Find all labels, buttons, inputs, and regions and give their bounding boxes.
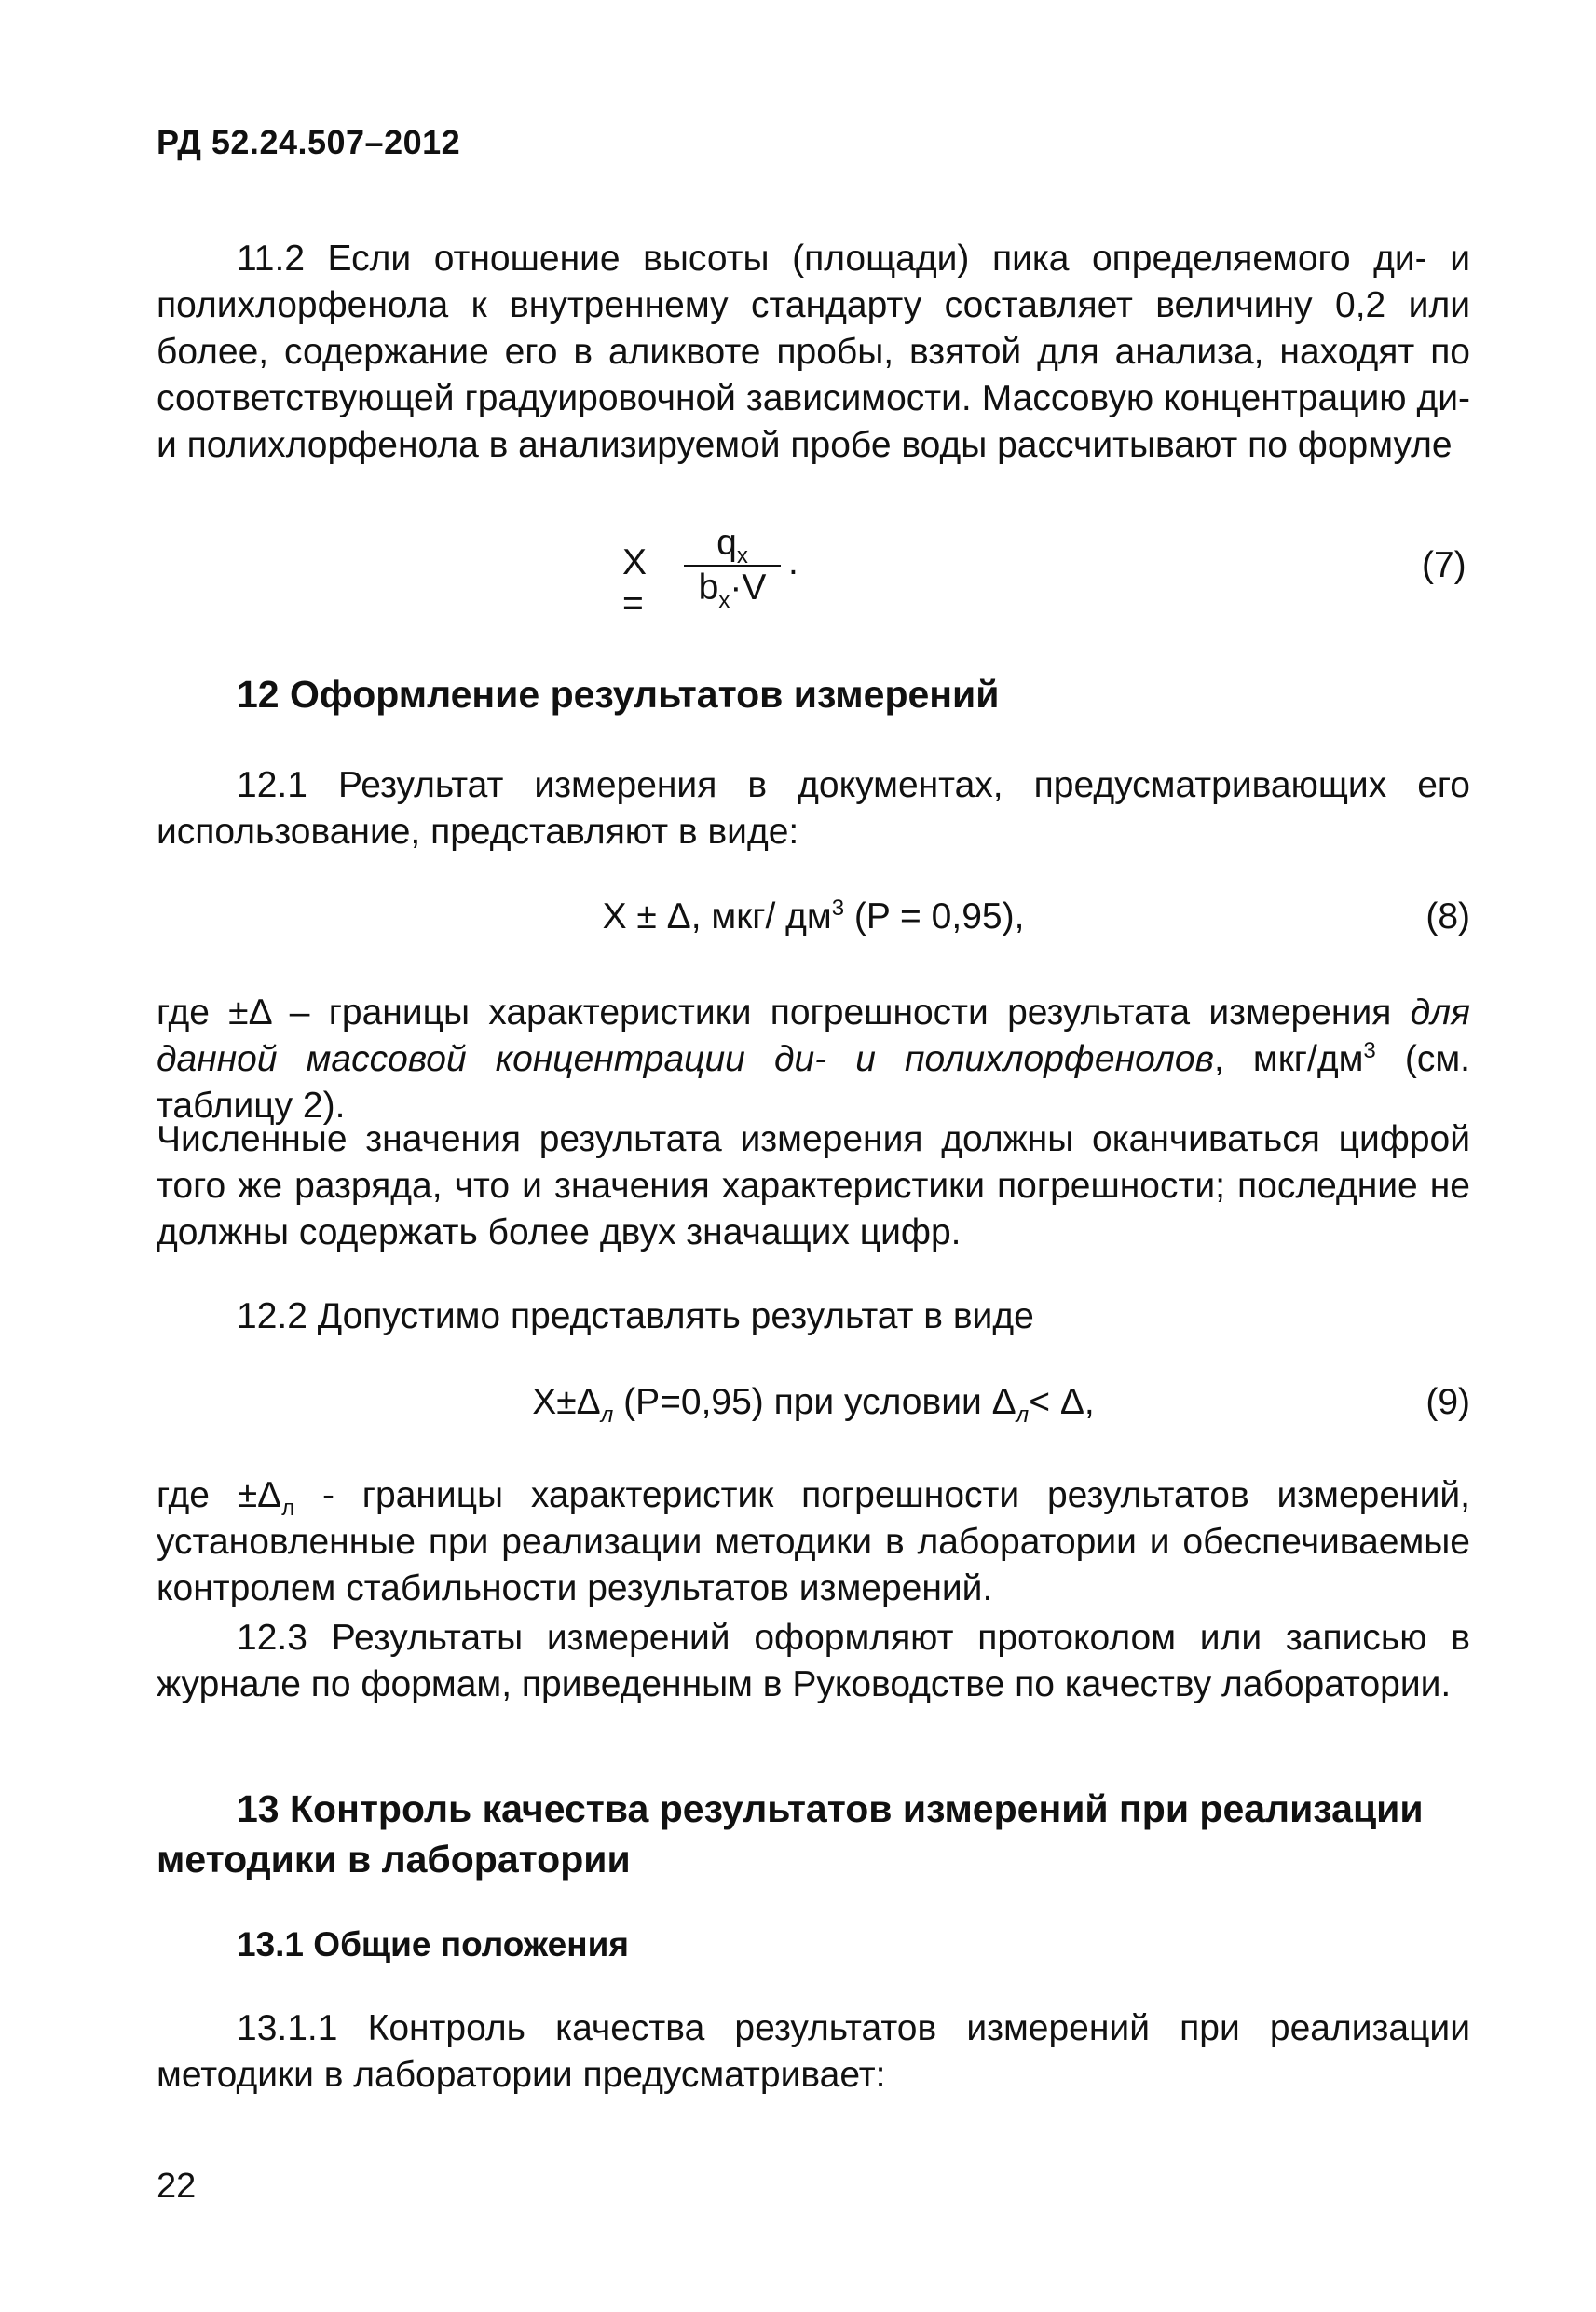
formula-7-fraction — [682, 522, 783, 613]
paragraph-12-1: 12.1 Результат измерения в документах, предусматривающих его использование, представляют в виде: — [157, 765, 1470, 852]
formula-9-expression: $X\pm\Delta_л$ (P=0,95) при условии $\Delta_л< \Delta$, — [532, 1382, 1095, 1428]
paragraph-where-delta: где ±Δ – границы характеристики погрешности результата измерения для данной массовой концентрации ди- и полихлорфенолов, мкг/$дм^3$ (см. таблицу 2). — [157, 992, 1470, 1126]
equation-number-7: (7) — [1422, 545, 1466, 585]
heading-section-13-1: 13.1 Общие положения — [237, 1925, 629, 1963]
formula-9 — [157, 1382, 1470, 1438]
paragraph-11-2: 11.2 Если отношение высоты (площади) пика определяемого ди- и полихлорфенола к внутреннему стандарту составляет величину 0,2 или более, содержание его в аликвоте пробы, взятой для анализа, находят по соответствующей градуировочной зависимости. Массовую концентрацию ди- и полихлорфенола в анализируемой пробе воды рассчитывают по формуле — [157, 239, 1470, 465]
document-code-header: РД 52.24.507–2012 — [157, 123, 461, 161]
formula-8-expression: X ± Δ, мкг/ $дм^3$ (P = 0,95), — [602, 896, 1025, 937]
paragraph-13-1-1: 13.1.1 Контроль качества результатов измерений при реализации методики в лаборатории предусматривает: — [157, 2008, 1470, 2095]
paragraph-where-delta-l: где $\pm\Delta_л$ - границы характеристик погрешности результатов измерений, установленные при реализации методики в лаборатории и обеспечиваемые контролем стабильности результатов измерений. — [157, 1475, 1470, 1608]
paragraph-12-3: 12.3 Результаты измерений оформляют протоколом или записью в журнале по формам, приведенным в Руководстве по качеству лаборатории. — [157, 1618, 1470, 1704]
formula-7-denominator: $b_x\cdot V$ — [698, 568, 767, 613]
page-number: 22 — [157, 2167, 197, 2206]
paragraph-12-2: 12.2 Допустимо представлять результат в виде — [237, 1296, 1034, 1336]
equation-number-8: (8) — [1425, 896, 1470, 937]
formula-7-tail: . — [788, 542, 798, 582]
equation-number-9: (9) — [1425, 1382, 1470, 1422]
heading-section-13: 13 Контроль качества результатов измерений при реализации методики в лаборатории — [157, 1787, 1424, 1881]
heading-section-12: 12 Оформление результатов измерений — [237, 673, 1000, 716]
formula-8 — [157, 896, 1470, 952]
formula-7-lhs: X = — [622, 542, 648, 623]
paragraph-numeric-values: Численные значения результата измерения должны оканчиваться цифрой того же разряда, что и значения характеристики погрешности; последние не должны содержать более двух значащих цифр. — [157, 1119, 1470, 1252]
formula-7-numerator: $q_x$ — [716, 523, 748, 568]
